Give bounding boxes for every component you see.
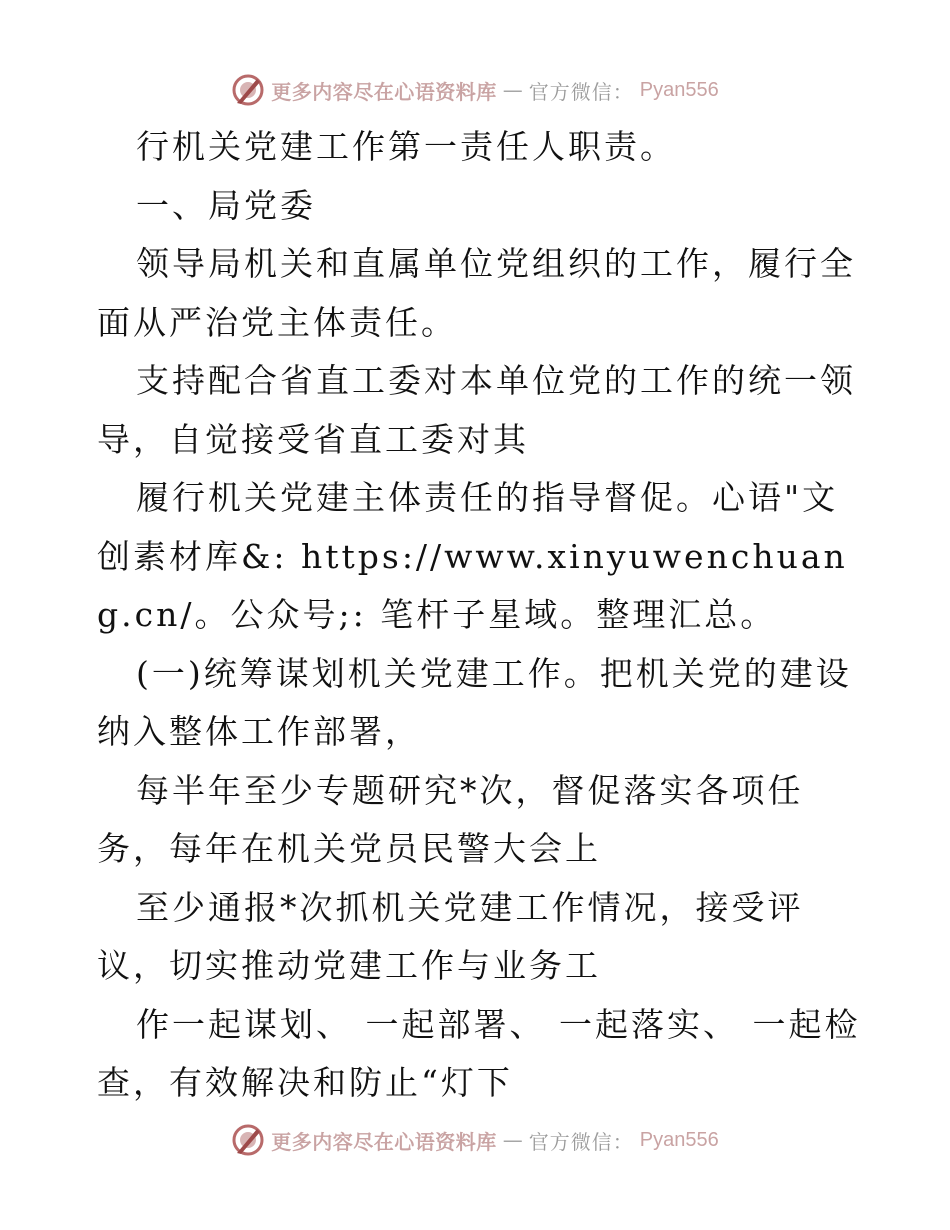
paragraph: 至少通报*次抓机关党建工作情况，接受评议，切实推动党建工作与业务工 — [97, 887, 804, 985]
paragraph: 行机关党建工作第一责任人职责。 — [136, 127, 676, 166]
paragraph: 领导局机关和直属单位党组织的工作，履行全面从严治党主体责任。 — [97, 244, 856, 342]
watermark-separator: — — [502, 1128, 523, 1152]
watermark-label: 官方微信： — [528, 1129, 634, 1154]
paragraph: 支持配合省直工委对本单位党的工作的统一领导，自觉接受省直工委对其 — [97, 361, 856, 459]
paragraph: 每半年至少专题研究*次，督促落实各项任务，每年在机关党员民警大会上 — [97, 770, 804, 868]
section-heading: 一、局党委 — [136, 185, 316, 225]
watermark-separator: — — [502, 78, 523, 102]
watermark-label: 官方微信： — [528, 79, 634, 104]
quill-logo-icon — [231, 73, 265, 107]
watermark-wechat-id: Pyan556 — [639, 78, 719, 101]
watermark-text: 更多内容尽在心语资料库 — [271, 1129, 497, 1154]
watermark-header — [0, 70, 950, 110]
watermark-text: 更多内容尽在心语资料库 — [271, 79, 497, 104]
document-body — [97, 118, 867, 1113]
paragraph: 作一起谋划、 一起部署、 一起落实、 一起检查，有效解决和防止“灯下 — [97, 1004, 861, 1102]
paragraph: 履行机关党建主体责任的指导督促。心语"文创素材库&: https://www.xinyuwenchuang.cn/。公众号;: 笔杆子星域。整理汇总。 — [97, 478, 848, 634]
paragraph: (一)统筹谋划机关党建工作。把机关党的建设纳入整体工作部署， — [97, 653, 852, 751]
watermark-footer — [0, 1120, 950, 1160]
quill-logo-icon — [231, 1123, 265, 1157]
watermark-wechat-id: Pyan556 — [639, 1128, 719, 1151]
